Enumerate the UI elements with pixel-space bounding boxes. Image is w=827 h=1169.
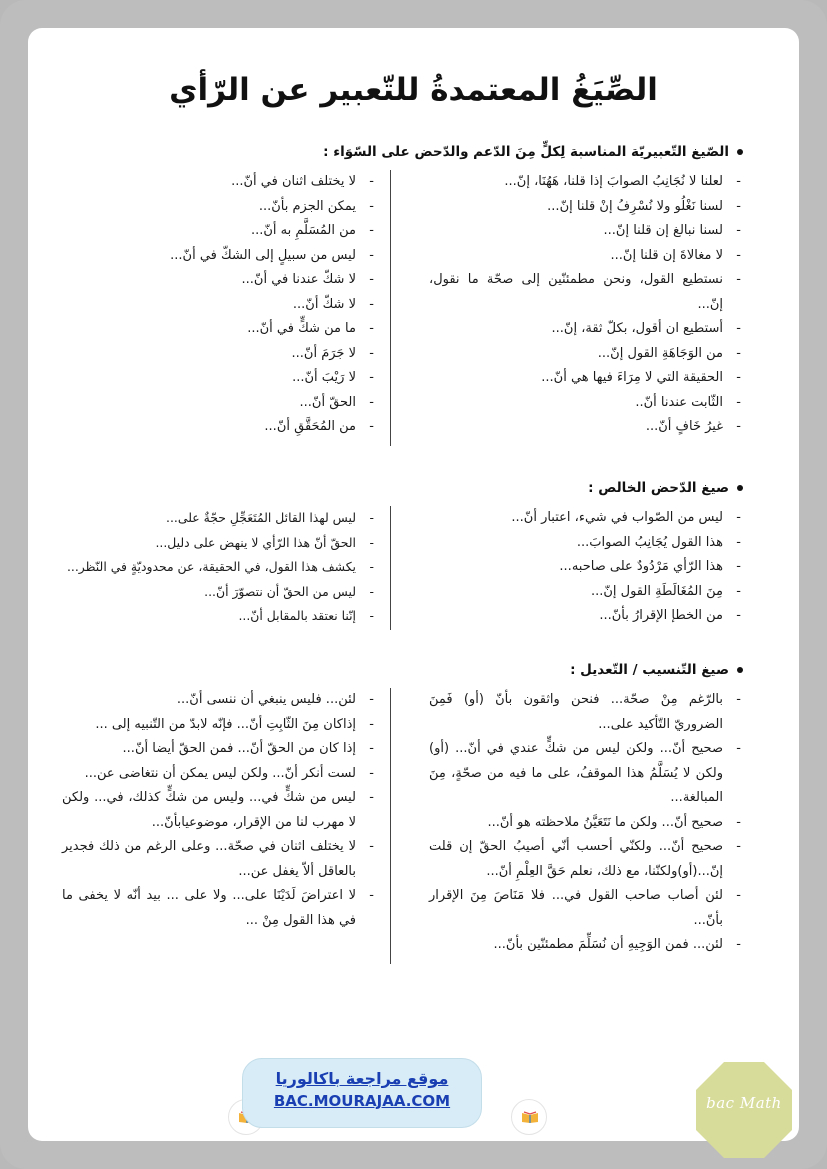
list-item: - لئن... فمن الوَجِيهِ أن نُسَلِّمَ مطمئنّين بأنّ... <box>429 933 745 958</box>
list-item: - لا مغالاةَ إن قلنا إنّ... <box>429 244 745 269</box>
list-item: - ليس من سبيلٍ إلى الشكّ في أنّ... <box>78 244 378 269</box>
list-item: - بالرّغم مِنْ صحّة... فنحن واثقون بأنّ (أو) فَمِنَ الضروريّ التّأكيد على... <box>429 688 745 737</box>
list-item: - لئن... فليس ينبغي أن ننسى أنّ... <box>62 688 378 713</box>
watermark-text: bac Math <box>706 1094 782 1112</box>
list-item: - ليس لهذا القائل المُتَعَجِّلِ حجّةٌ على... <box>58 506 378 531</box>
list-item: - صحيح أنّ... ولكن ما نَتَعَيَّنُ ملاحظته هو أنّ... <box>429 811 745 836</box>
section-1-right-column <box>429 170 745 440</box>
list-item: - صحيح أنّ... ولكن ليس من شكٍّ عندي في أنّ... (أو) ولكن لا يُسَلَّمُ هذا الموقفُ، على ما فيه من صحّةٍ، مِنَ المبالغة... <box>429 737 745 811</box>
list-item: - لا شكّ أنّ... <box>78 293 378 318</box>
list-item: - مِنَ المُغَالَطَةِ القول إنّ... <box>429 580 745 605</box>
list-item: - لا جَرَمَ أنّ... <box>78 342 378 367</box>
list-item: - يمكن الجزم بأنّ... <box>78 195 378 220</box>
list-item: - نستطيع القول، ونحن مطمئنّين إلى صحّة ما نقول، إنّ... <box>429 268 745 317</box>
list-item: - من المُحَقَّقِ أنّ... <box>78 415 378 440</box>
list-item: - من المُسَلَّمِ به أنّ... <box>78 219 378 244</box>
page-title: الصِّيَغُ المعتمدةُ للتّعبير عن الرّأي <box>169 72 658 108</box>
column-divider <box>390 506 391 630</box>
section-2-right-column <box>429 506 745 629</box>
site-name-label[interactable]: موقع مراجعة باكالوريا <box>275 1069 449 1088</box>
section-3-right-column <box>429 688 745 958</box>
list-item: - إنّنا نعتقد بالمقابل أنّ... <box>58 604 378 629</box>
bullet-icon <box>737 149 743 155</box>
list-item: - ما من شكٍّ في أنّ... <box>78 317 378 342</box>
bullet-icon <box>737 667 743 673</box>
section-heading-text: صيغ الدّحض الخالص : <box>588 480 729 496</box>
list-item: - الثّابت عندنا أنّ.. <box>429 391 745 416</box>
list-item: - صحيح أنّ... ولكنّي أحسب أنّي أصيبُ الحقّ إن قلت إنّ...(أو)ولكنّنا، مع ذلك، نعلم حَقَّ العِلْمِ أنّ... <box>429 835 745 884</box>
list-item: - ليس من الصّواب في شيء، اعتبار أنّ... <box>429 506 745 531</box>
list-item: - لئن أصاب صاحب القول في... فلا مَنَاصَ مِنَ الإقرار بأنّ... <box>429 884 745 933</box>
section-heading-pure-refutation <box>588 480 743 496</box>
list-item: - لسنا نَغْلُو ولا نُسْرِفُ إنْ قلنا إنّ... <box>429 195 745 220</box>
list-item: - لعلنا لا نُجَانِبُ الصوابَ إذا قلنا، هَهُنَا، إنّ... <box>429 170 745 195</box>
section-3-left-column <box>62 688 378 933</box>
list-item: - لا شكّ عندنا في أنّ... <box>78 268 378 293</box>
list-item: - ليس من شكٍّ في... وليس من شكٍّ كذلك، في... ولكن لا مهرب لنا من الإقرار، موضوعيابأنّ... <box>62 786 378 835</box>
list-item: - هذا الرّأي مَرْدُودٌ على صاحبه... <box>429 555 745 580</box>
section-heading-text: صيغ التّنسيب / التّعديل : <box>570 662 729 678</box>
site-logo-icon <box>511 1099 547 1135</box>
section-heading-support-refute <box>323 144 743 160</box>
list-item: - الحقّ أنّ هذا الرّأي لا ينهض على دليل... <box>58 531 378 556</box>
list-item: - لا يختلف اثنان في صحّة... وعلى الرغم من ذلك فجدير بالعاقل ألاّ يغفل عن... <box>62 835 378 884</box>
list-item: - لا اعتراضَ لَدَيْنَا على... ولا على ... بيد أنّه لا يخفى ما في هذا القول مِنْ ... <box>62 884 378 933</box>
list-item: - لسنا نبالغ إن قلنا إنّ... <box>429 219 745 244</box>
list-item: - لست أنكر أنّ... ولكن ليس يمكن أن نتغاضى عن... <box>62 762 378 787</box>
list-item: - هذا القول يُجَانِبُ الصوابَ... <box>429 531 745 556</box>
list-item: - الحقّ أنّ... <box>78 391 378 416</box>
section-heading-qualification <box>570 662 743 678</box>
column-divider <box>390 170 391 446</box>
list-item: - ليس من الحقّ أن نتصوّرَ أنّ... <box>58 580 378 605</box>
list-item: - لا رَيْبَ أنّ... <box>78 366 378 391</box>
section-heading-text: الصّيغ التّعبيريّة المناسبة لِكلٍّ مِنَ الدّعم والدّحض على السّوَاء : <box>323 144 729 160</box>
list-item: - إذا كان من الحقّ أنّ... فمن الحقّ أيضا أنّ... <box>62 737 378 762</box>
list-item: - من الوَجَاهَةِ القول إنّ... <box>429 342 745 367</box>
bullet-icon <box>737 485 743 491</box>
column-divider <box>390 688 391 964</box>
site-link-badge[interactable] <box>242 1058 482 1128</box>
list-item: - أستطيع ان أقول، بكلّ ثقة، إنّ... <box>429 317 745 342</box>
site-url-link[interactable]: BAC.MOURAJAA.COM <box>273 1092 451 1110</box>
list-item: - يكشف هذا القول، في الحقيقة، عن محدوديّةٍ في النّظر... <box>58 555 378 580</box>
section-1-left-column <box>78 170 378 440</box>
document-page <box>28 28 799 1141</box>
list-item: - غيرُ خَافٍ أنّ... <box>429 415 745 440</box>
book-icon <box>521 1111 539 1123</box>
list-item: - الحقيقة التي لا مِرَاءَ فيها هي أنّ... <box>429 366 745 391</box>
list-item: - من الخطإ الإقرارُ بأنّ... <box>429 604 745 629</box>
list-item: - إذاكان مِنَ الثّابِتِ أنّ... فإنّه لابدّ من التّنبيه إلى ... <box>62 713 378 738</box>
section-2-left-column <box>58 506 378 629</box>
list-item: - لا يختلف اثنان في أنّ... <box>78 170 378 195</box>
